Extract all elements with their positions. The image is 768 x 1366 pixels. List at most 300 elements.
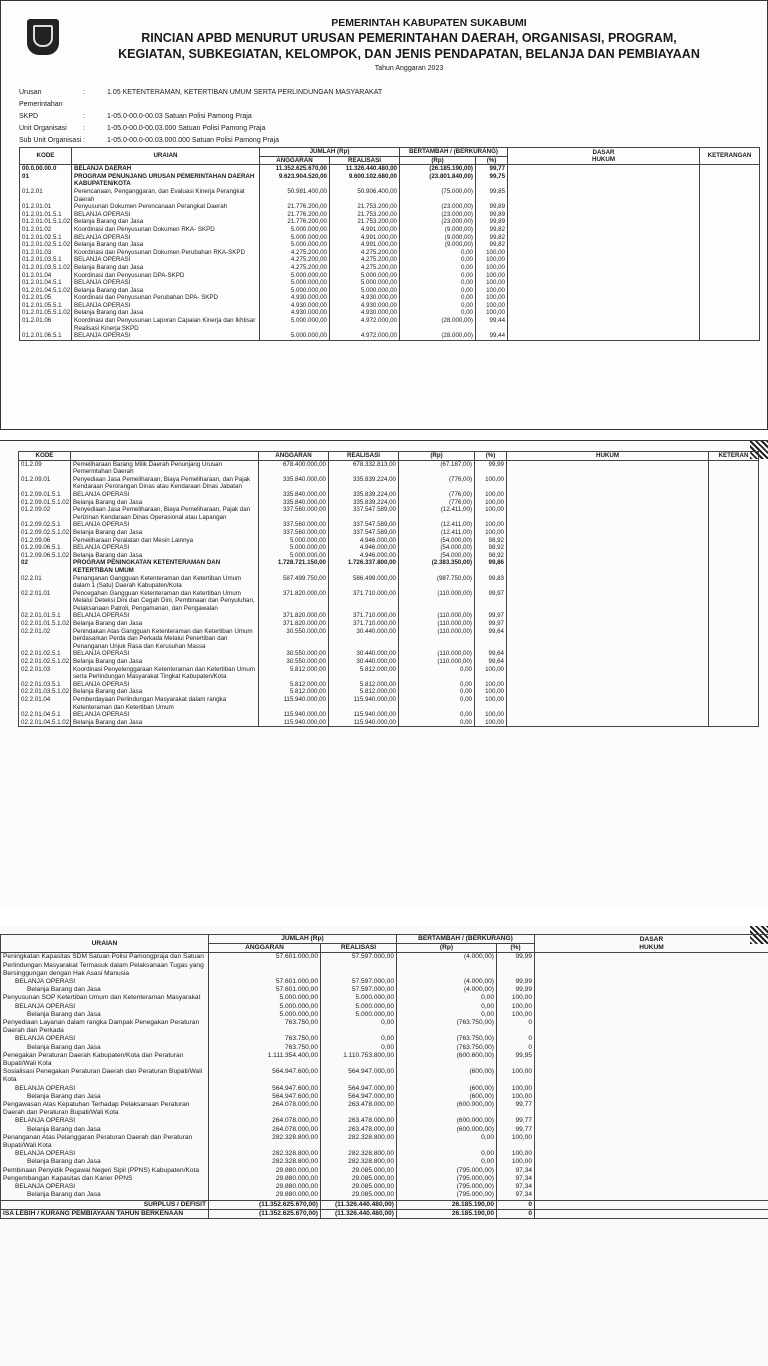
- row-selisih: (26.185.190,00): [400, 165, 476, 173]
- table-row: [20, 249, 760, 257]
- row-selisih: 0,00: [397, 1011, 497, 1019]
- table-row: [19, 506, 759, 521]
- row-persen: 99,83: [475, 575, 507, 590]
- row-dasar-hukum: [535, 1158, 768, 1166]
- row-uraian: BELANJA OPERASI: [72, 302, 260, 310]
- footer-persen: 0: [497, 1209, 535, 1218]
- row-persen: 99,95: [497, 1052, 535, 1068]
- row-anggaran: 1.728.721.150,00: [259, 559, 329, 574]
- row-realisasi: 0,00: [321, 1035, 397, 1043]
- row-anggaran: 763.750,00: [209, 1044, 321, 1052]
- row-keterangan: [709, 491, 759, 499]
- row-realisasi: 282.328.800,00: [321, 1150, 397, 1158]
- row-persen: 100,00: [497, 1134, 535, 1150]
- row-anggaran: 282.328.800,00: [209, 1158, 321, 1166]
- row-persen: 99,75: [476, 173, 508, 188]
- row-realisasi: 1.726.337.800,00: [329, 559, 399, 574]
- table-row: [20, 188, 760, 203]
- row-dasar-hukum: [535, 1150, 768, 1158]
- row-realisasi: 335.839.224,00: [329, 491, 399, 499]
- table-row: [19, 628, 759, 651]
- table-row: [20, 211, 760, 219]
- budget-table-page-2: [18, 451, 759, 727]
- row-realisasi: 263.478.000,00: [321, 1117, 397, 1125]
- row-selisih: (12.411,00): [399, 521, 475, 529]
- row-realisasi: 29.085.000,00: [321, 1167, 397, 1175]
- row-kode: 01.2.09.01.5.1: [19, 491, 71, 499]
- row-anggaran: 371.820.000,00: [259, 620, 329, 628]
- row-dasar-hukum: [507, 612, 709, 620]
- row-selisih: 0,00: [400, 249, 476, 257]
- row-kode: 01.2.01.02.5.1: [20, 234, 72, 242]
- row-anggaran: 29.880.000,00: [209, 1191, 321, 1200]
- row-keterangan: [709, 719, 759, 727]
- organization-info: [19, 87, 382, 147]
- row-anggaran: 264.078.000,00: [209, 1117, 321, 1125]
- row-realisasi: 30.440.000,00: [329, 650, 399, 658]
- row-selisih: 0,00: [397, 1158, 497, 1166]
- row-dasar-hukum: [508, 226, 700, 234]
- row-uraian: Penyediaan Layanan dalam rangka Dampak Penegakan Peraturan Daerah dan Perkada: [1, 1019, 209, 1035]
- row-selisih: (795.000,00): [397, 1191, 497, 1200]
- row-dasar-hukum: [535, 994, 768, 1002]
- row-persen: 99,64: [475, 628, 507, 651]
- col-anggaran: ANGGARAN: [209, 944, 321, 953]
- row-kode: 01.2.01.05.5.1: [20, 302, 72, 310]
- table-row: [20, 226, 760, 234]
- row-keterangan: [709, 620, 759, 628]
- row-realisasi: 5.000.000,00: [321, 1011, 397, 1019]
- row-persen: 100,00: [475, 476, 507, 491]
- row-realisasi: 4.946.000,00: [329, 552, 399, 560]
- row-realisasi: 57.597.000,00: [321, 953, 397, 978]
- row-dasar-hukum: [508, 287, 700, 295]
- row-dasar-hukum: [507, 628, 709, 651]
- row-persen: 100,00: [475, 681, 507, 689]
- row-realisasi: 29.085.000,00: [321, 1191, 397, 1200]
- row-anggaran: 4.275.200,00: [260, 256, 330, 264]
- row-persen: 100,00: [475, 688, 507, 696]
- row-persen: 99,99: [497, 953, 535, 978]
- row-keterangan: [700, 294, 760, 302]
- col-kode: KODE: [19, 452, 71, 461]
- row-anggaran: 115.940.000,00: [259, 711, 329, 719]
- row-realisasi: 564.947.000,00: [321, 1085, 397, 1093]
- row-uraian: Belanja Barang dan Jasa: [72, 218, 260, 226]
- row-selisih: (600.000,00): [397, 1101, 497, 1117]
- row-realisasi: 4.991.000,00: [330, 234, 400, 242]
- row-dasar-hukum: [508, 302, 700, 310]
- row-anggaran: 9.623.904.520,00: [260, 173, 330, 188]
- table-row: [1, 1085, 768, 1093]
- report-title-line-1: RINCIAN APBD MENURUT URUSAN PEMERINTAHAN DAERAH, ORGANISASI, PROGRAM,: [141, 31, 677, 45]
- row-persen: 100,00: [497, 1085, 535, 1093]
- table-row: [19, 650, 759, 658]
- row-kode: 02: [19, 559, 71, 574]
- row-anggaran: 371.820.000,00: [259, 590, 329, 613]
- row-keterangan: [709, 590, 759, 613]
- row-kode: 02.2.01.02.5.1: [19, 650, 71, 658]
- row-uraian: BELANJA OPERASI: [71, 521, 259, 529]
- row-kode: 02.2.01.04.5.1: [19, 711, 71, 719]
- row-uraian: Koordinasi dan Penyusunan Dokumen Perubahan RKA-SKPD: [72, 249, 260, 257]
- row-anggaran: 282.328.800,00: [209, 1134, 321, 1150]
- row-realisasi: 4.991.000,00: [330, 241, 400, 249]
- row-persen: 99,77: [497, 1126, 535, 1134]
- row-kode: 02.2.01.03.5.1: [19, 681, 71, 689]
- row-persen: 99,99: [475, 460, 507, 476]
- table-row: [1, 1183, 768, 1191]
- row-persen: 100,00: [475, 711, 507, 719]
- row-uraian: Belanja Barang dan Jasa: [1, 986, 209, 994]
- row-uraian: PROGRAM PENINGKATAN KETENTERAMAN DAN KETERTIBAN UMUM: [71, 559, 259, 574]
- row-anggaran: 4.275.200,00: [260, 249, 330, 257]
- row-keterangan: [700, 279, 760, 287]
- row-kode: 01.2.01.01: [20, 203, 72, 211]
- row-selisih: (23.801.840,00): [400, 173, 476, 188]
- table-row: [1, 1134, 768, 1150]
- row-uraian: BELANJA OPERASI: [71, 711, 259, 719]
- row-anggaran: 30.550.000,00: [259, 628, 329, 651]
- table-row: [1, 978, 768, 986]
- row-kode: 01.2.01.01.5.1.02: [20, 218, 72, 226]
- row-realisasi: 263.478.000,00: [321, 1101, 397, 1117]
- col-keterangan: KETERANGAN: [700, 148, 760, 165]
- row-uraian: Belanja Barang dan Jasa: [1, 1191, 209, 1200]
- row-keterangan: [709, 650, 759, 658]
- row-kode: 01.2.01.01.5.1: [20, 211, 72, 219]
- row-realisasi: 337.547.589,00: [329, 506, 399, 521]
- row-uraian: Penyusunan SOP Ketertiban Umum dan Ketenteraman Masyarakat: [1, 994, 209, 1002]
- row-uraian: Belanja Barang dan Jasa: [1, 1011, 209, 1019]
- info-value: 1-05.0-00.0-00.03.000 Satuan Polisi Pamong Praja: [107, 125, 266, 132]
- row-persen: 97,34: [497, 1183, 535, 1191]
- table-row: [19, 719, 759, 727]
- row-dasar-hukum: [508, 279, 700, 287]
- row-selisih: (763.750,00): [397, 1019, 497, 1035]
- row-selisih: 0,00: [399, 688, 475, 696]
- row-persen: 99,77: [476, 165, 508, 173]
- row-dasar-hukum: [507, 521, 709, 529]
- row-keterangan: [709, 537, 759, 545]
- row-anggaran: 337.560.000,00: [259, 506, 329, 521]
- info-label: SKPD: [19, 113, 39, 120]
- table-row: [1, 986, 768, 994]
- row-anggaran: 264.078.000,00: [209, 1126, 321, 1134]
- row-persen: 100,00: [475, 529, 507, 537]
- row-keterangan: [709, 460, 759, 476]
- row-kode: 01.2.09.06: [19, 537, 71, 545]
- col-pct: (%): [476, 156, 508, 165]
- row-kode: 01.2.09.02.5.1: [19, 521, 71, 529]
- row-anggaran: 335.840.000,00: [259, 499, 329, 507]
- row-anggaran: 5.000.000,00: [209, 1011, 321, 1019]
- row-selisih: (795.000,00): [397, 1175, 497, 1183]
- row-persen: 99,86: [475, 559, 507, 574]
- row-dasar-hukum: [508, 332, 700, 340]
- row-uraian: Belanja Barang dan Jasa: [71, 529, 259, 537]
- row-selisih: (110.000,00): [399, 658, 475, 666]
- row-keterangan: [709, 681, 759, 689]
- table-row: [20, 332, 760, 340]
- row-realisasi: 5.000.000,00: [321, 1003, 397, 1011]
- row-kode: 02.2.01.02: [19, 628, 71, 651]
- table-row: [19, 620, 759, 628]
- row-kode: 00.0.00.00.0: [20, 165, 72, 173]
- row-keterangan: [700, 332, 760, 340]
- row-dasar-hukum: [507, 544, 709, 552]
- row-anggaran: 587.499.750,00: [259, 575, 329, 590]
- col-pct: (%): [497, 944, 535, 953]
- row-realisasi: 9.600.102.680,00: [330, 173, 400, 188]
- row-persen: 100,00: [475, 666, 507, 681]
- row-kode: 01: [20, 173, 72, 188]
- row-persen: 100,00: [497, 994, 535, 1002]
- row-dasar-hukum: [507, 658, 709, 666]
- col-rp: (Rp): [400, 156, 476, 165]
- row-selisih: (110.000,00): [399, 628, 475, 651]
- row-realisasi: 4.946.000,00: [329, 537, 399, 545]
- table-row: [1, 1044, 768, 1052]
- row-dasar-hukum: [535, 1093, 768, 1101]
- row-persen: 100,00: [476, 309, 508, 317]
- row-persen: 99,89: [476, 211, 508, 219]
- row-realisasi: 586.499.000,00: [329, 575, 399, 590]
- row-persen: 100,00: [497, 1150, 535, 1158]
- col-rp: (Rp): [399, 452, 475, 461]
- row-realisasi: 564.947.000,00: [321, 1068, 397, 1084]
- row-persen: 99,82: [476, 241, 508, 249]
- row-keterangan: [709, 499, 759, 507]
- row-realisasi: 371.710.000,00: [329, 590, 399, 613]
- row-keterangan: [700, 264, 760, 272]
- table-row: [1, 1175, 768, 1183]
- row-selisih: (9.000,00): [400, 234, 476, 242]
- row-kode: 02.2.01.03.5.1.02: [19, 688, 71, 696]
- row-realisasi: 57.597.000,00: [321, 986, 397, 994]
- row-anggaran: 57.601.000,00: [209, 978, 321, 986]
- row-selisih: (54.000,00): [399, 537, 475, 545]
- row-persen: 100,00: [475, 521, 507, 529]
- row-realisasi: 371.710.000,00: [329, 612, 399, 620]
- row-realisasi: 115.940.000,00: [329, 696, 399, 711]
- col-rp: (Rp): [397, 944, 497, 953]
- row-selisih: 0,00: [400, 287, 476, 295]
- row-uraian: Belanja Barang dan Jasa: [72, 241, 260, 249]
- row-anggaran: 5.000.000,00: [209, 1003, 321, 1011]
- row-kode: 02.2.01.04.5.1.02: [19, 719, 71, 727]
- row-dasar-hukum: [508, 317, 700, 332]
- table-row: [20, 256, 760, 264]
- row-kode: 01.2.01: [20, 188, 72, 203]
- row-persen: 99,82: [476, 234, 508, 242]
- row-anggaran: 5.000.000,00: [259, 552, 329, 560]
- row-selisih: (4.000,00): [397, 986, 497, 994]
- row-dasar-hukum: [508, 272, 700, 280]
- row-kode: 02.2.01: [19, 575, 71, 590]
- row-dasar-hukum: [535, 1191, 768, 1200]
- row-anggaran: 564.947.600,00: [209, 1068, 321, 1084]
- row-anggaran: 5.812.000,00: [259, 681, 329, 689]
- row-uraian: Koordinasi dan Penyusunan Dokumen RKA- SKPD: [72, 226, 260, 234]
- row-kode: 01.2.09.01.5.1.02: [19, 499, 71, 507]
- row-selisih: 0,00: [399, 666, 475, 681]
- row-anggaran: 29.880.000,00: [209, 1175, 321, 1183]
- col-kode: KODE: [20, 148, 72, 165]
- row-keterangan: [709, 521, 759, 529]
- info-row: SKPD : 1-05.0-00.0-00.03 Satuan Polisi Pamong Praja: [19, 111, 382, 123]
- row-persen: 99,64: [475, 658, 507, 666]
- table-row: [20, 264, 760, 272]
- row-keterangan: [700, 218, 760, 226]
- table-row: [19, 688, 759, 696]
- row-anggaran: 335.840.000,00: [259, 476, 329, 491]
- row-selisih: (795.000,00): [397, 1183, 497, 1191]
- row-anggaran: 29.880.000,00: [209, 1167, 321, 1175]
- row-anggaran: 282.328.800,00: [209, 1150, 321, 1158]
- row-selisih: 0,00: [400, 302, 476, 310]
- row-uraian: Sosialisasi Penegakan Peraturan Daerah dan Peraturan Bupati/Wali Kota: [1, 1068, 209, 1084]
- row-anggaran: 337.560.000,00: [259, 521, 329, 529]
- row-uraian: BELANJA OPERASI: [71, 612, 259, 620]
- row-realisasi: 282.328.800,00: [321, 1158, 397, 1166]
- col-bertambah: BERTAMBAH / (BERKURANG): [397, 935, 535, 944]
- row-dasar-hukum: [508, 203, 700, 211]
- row-realisasi: 1.110.753.800,00: [321, 1052, 397, 1068]
- col-pct: (%): [475, 452, 507, 461]
- table-row: [1, 1052, 768, 1068]
- row-realisasi: 30.440.000,00: [329, 658, 399, 666]
- row-realisasi: 5.000.000,00: [330, 279, 400, 287]
- row-selisih: (23.000,00): [400, 203, 476, 211]
- row-keterangan: [700, 203, 760, 211]
- row-realisasi: 4.930.000,00: [330, 309, 400, 317]
- row-dasar-hukum: [507, 575, 709, 590]
- info-value: 1-05.0-00.0-00.03 Satuan Polisi Pamong Praja: [107, 113, 252, 120]
- surplus-deficit-row: [1, 1200, 768, 1209]
- row-selisih: (9.000,00): [400, 226, 476, 234]
- col-anggaran: ANGGARAN: [259, 452, 329, 461]
- row-dasar-hukum: [535, 1126, 768, 1134]
- row-kode: 01.2.09: [19, 460, 71, 476]
- table-row: [20, 203, 760, 211]
- row-keterangan: [709, 559, 759, 574]
- table-row: [19, 537, 759, 545]
- row-persen: 99,97: [475, 612, 507, 620]
- row-dasar-hukum: [535, 1019, 768, 1035]
- row-persen: 100,00: [475, 506, 507, 521]
- row-persen: 99,77: [497, 1117, 535, 1125]
- row-anggaran: 5.000.000,00: [259, 537, 329, 545]
- row-uraian: BELANJA OPERASI: [1, 978, 209, 986]
- row-anggaran: 678.400.000,00: [259, 460, 329, 476]
- row-anggaran: 5.000.000,00: [260, 241, 330, 249]
- financing-balance-row: [1, 1209, 768, 1218]
- row-uraian: Penanganan Atas Pelanggaran Peraturan Daerah dan Peraturan Bupati/Wali Kota: [1, 1134, 209, 1150]
- row-selisih: 0,00: [400, 309, 476, 317]
- row-dasar-hukum: [507, 711, 709, 719]
- row-selisih: (28.000,00): [400, 317, 476, 332]
- row-uraian: Pemberdayaan Perlindungan Masyarakat dalam rangka Ketenteraman dan Ketertiban Umum: [71, 696, 259, 711]
- row-dasar-hukum: [535, 1003, 768, 1011]
- row-anggaran: 264.078.000,00: [209, 1101, 321, 1117]
- row-anggaran: 5.000.000,00: [259, 544, 329, 552]
- col-keterangan: KETERAN: [709, 452, 759, 461]
- row-selisih: 0,00: [397, 1003, 497, 1011]
- table-row: [19, 575, 759, 590]
- row-anggaran: 5.000.000,00: [260, 279, 330, 287]
- row-dasar-hukum: [508, 249, 700, 257]
- row-persen: 97,34: [497, 1167, 535, 1175]
- table-row: [19, 476, 759, 491]
- footer-anggaran: (11.352.625.670,00): [209, 1209, 321, 1218]
- table-row: [1, 994, 768, 1002]
- row-uraian: BELANJA OPERASI: [72, 211, 260, 219]
- row-selisih: (776,00): [399, 491, 475, 499]
- info-row: Unit Organisasi : 1-05.0-00.0-00.03.000 Satuan Polisi Pamong Praja: [19, 123, 382, 135]
- table-row: [19, 521, 759, 529]
- row-keterangan: [700, 188, 760, 203]
- row-persen: 100,00: [475, 719, 507, 727]
- row-anggaran: 564.947.600,00: [209, 1085, 321, 1093]
- row-anggaran: 4.930.000,00: [260, 294, 330, 302]
- row-dasar-hukum: [535, 1175, 768, 1183]
- row-kode: 01.2.09.02.5.1.02: [19, 529, 71, 537]
- row-uraian: Belanja Barang dan Jasa: [71, 552, 259, 560]
- government-name: PEMERINTAH KABUPATEN SUKABUMI: [331, 17, 527, 29]
- row-selisih: (28.000,00): [400, 332, 476, 340]
- row-realisasi: 5.000.000,00: [330, 287, 400, 295]
- row-anggaran: 50.981.400,00: [260, 188, 330, 203]
- row-persen: 100,00: [497, 1003, 535, 1011]
- row-uraian: BELANJA OPERASI: [71, 681, 259, 689]
- row-keterangan: [709, 476, 759, 491]
- row-kode: 02.2.01.03: [19, 666, 71, 681]
- row-selisih: (600,00): [397, 1085, 497, 1093]
- row-uraian: Pembinaan Penyidik Pegawai Negeri Sipil (PPNS) Kabupaten/Kota: [1, 1167, 209, 1175]
- info-value: 1.05 KETENTERAMAN, KETERTIBAN UMUM SERTA PERLINDUNGAN MASYARAKAT: [107, 89, 383, 96]
- row-keterangan: [700, 241, 760, 249]
- row-anggaran: 763.750,00: [209, 1035, 321, 1043]
- row-anggaran: 5.000.000,00: [260, 234, 330, 242]
- table-row: [1, 1191, 768, 1200]
- table-row: [1, 1011, 768, 1019]
- row-selisih: (54.000,00): [399, 552, 475, 560]
- row-selisih: (4.000,00): [397, 978, 497, 986]
- budget-table-page-1: [19, 147, 760, 341]
- row-selisih: 0,00: [399, 696, 475, 711]
- info-label: Sub Unit Organisasi: [19, 137, 82, 144]
- row-persen: 0: [497, 1035, 535, 1043]
- row-persen: 99,89: [476, 203, 508, 211]
- row-dasar-hukum: [508, 241, 700, 249]
- col-bertambah: BERTAMBAH / (BERKURANG): [400, 148, 508, 157]
- row-keterangan: [700, 211, 760, 219]
- col-dasar-hukum: DASAR HUKUM: [508, 148, 700, 165]
- row-realisasi: 21.753.200,00: [330, 203, 400, 211]
- table-row: [20, 294, 760, 302]
- info-value: 1-05.0-00.0-00.03.000.000 Satuan Polisi Pamong Praja: [107, 137, 280, 144]
- row-uraian: Peningkatan Kapasitas SDM Satuan Polisi Pamongpraja dan Satuan Perlindungan Masyarakat Termasuk dalam Pelaksanaan Tugas yang Bersinggungan dengan Hak Asasi Manusia: [1, 953, 209, 978]
- row-uraian: BELANJA OPERASI: [1, 1183, 209, 1191]
- row-dasar-hukum: [535, 1035, 768, 1043]
- row-anggaran: 1.111.354.400,00: [209, 1052, 321, 1068]
- table-row: [20, 279, 760, 287]
- row-uraian: Belanja Barang dan Jasa: [72, 287, 260, 295]
- row-uraian: Koordinasi dan Penyusunan Laporan Capaian Kinerja dan Ikhtisar Realisasi Kinerja SKPD: [72, 317, 260, 332]
- row-dasar-hukum: [507, 499, 709, 507]
- row-keterangan: [700, 226, 760, 234]
